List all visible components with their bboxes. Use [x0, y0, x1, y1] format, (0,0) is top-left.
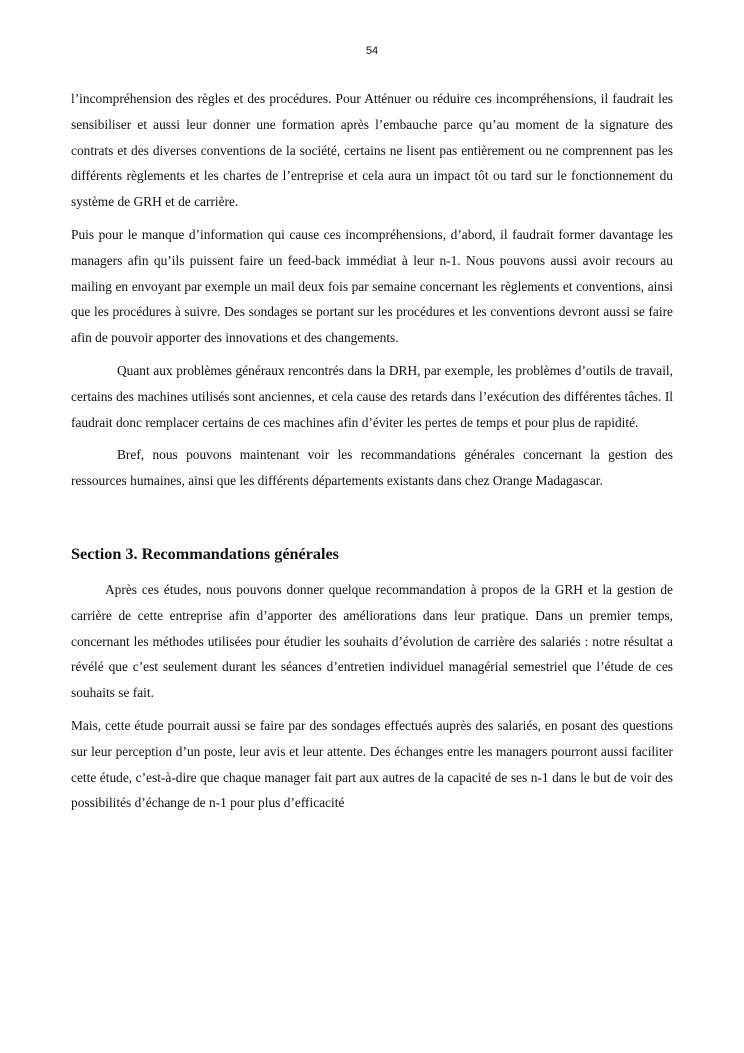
paragraph-summary: Bref, nous pouvons maintenant voir les recommandations générales concernant la gestion des ressources humaines, ainsi que les différents départements existants dans chez Orange Madagascar.: [71, 447, 673, 489]
paragraph-surveys: Mais, cette étude pourrait aussi se faire par des sondages effectués auprès des salariés, en posant des questions sur leur perception d’un poste, leur avis et leur attente. Des échanges entre les managers pourront aussi faciliter cette étude, c’est-à-dire que chaque manager fait part aux autres de la capacité de ses n-1 dans le but de voir des possibilités d’échange de n-1 pour plus d’efficacité: [71, 717, 673, 811]
page-number: 54: [365, 45, 379, 57]
page-content: [71, 86, 673, 823]
paragraph-career-studies: Après ces études, nous pouvons donner quelque recommandation à propos de la GRH et la gestion de carrière de cette entreprise afin d’apporter des améliorations dans leur pratique. Dans un premier temps, concernant les méthodes utilisées pour étudier les souhaits d’évolution de carrière des salariés : notre résultat a révélé que c’est seulement durant les séances d’entretien individuel managérial semestriel que l’étude de ces souhaits se fait.: [71, 581, 673, 701]
paragraph-training: l’incompréhension des règles et des procédures. Pour Atténuer ou réduire ces incompréhensions, il faudrait les sensibiliser et aussi leur donner une formation après l’embauche parce qu’au moment de la signature des contrats et des diverses conventions de la société, certains ne lisent pas entièrement ou ne comprennent pas les différents règlements et les chartes de l’entreprise et cela aura un impact tôt ou tard sur le fonctionnement du système de GRH et de carrière.: [71, 91, 673, 210]
paragraph-information: Puis pour le manque d’information qui cause ces incompréhensions, d’abord, il faudrait former davantage les managers afin qu’ils puissent faire un feed-back immédiat à leur n-1. Nous pouvons aussi avoir recours au mailing en envoyant par exemple un mail deux fois par semaine concernant les règlements et conventions, ainsi que les procédures à suivre. Des sondages se portant sur les procédures et les conventions devront aussi se faire afin de pouvoir apporter des innovations et des changements.: [71, 226, 673, 346]
section-title: Section 3. Recommandations générales: [71, 544, 339, 563]
paragraph-general-problems: Quant aux problèmes généraux rencontrés dans la DRH, par exemple, les problèmes d’outils de travail, certains des machines utilisés sont anciennes, et cela cause des retards dans l’exécution des différentes tâches. Il faudrait donc remplacer certains de ces machines afin d’éviter les pertes de temps et pour plus de rapidité.: [71, 362, 673, 430]
